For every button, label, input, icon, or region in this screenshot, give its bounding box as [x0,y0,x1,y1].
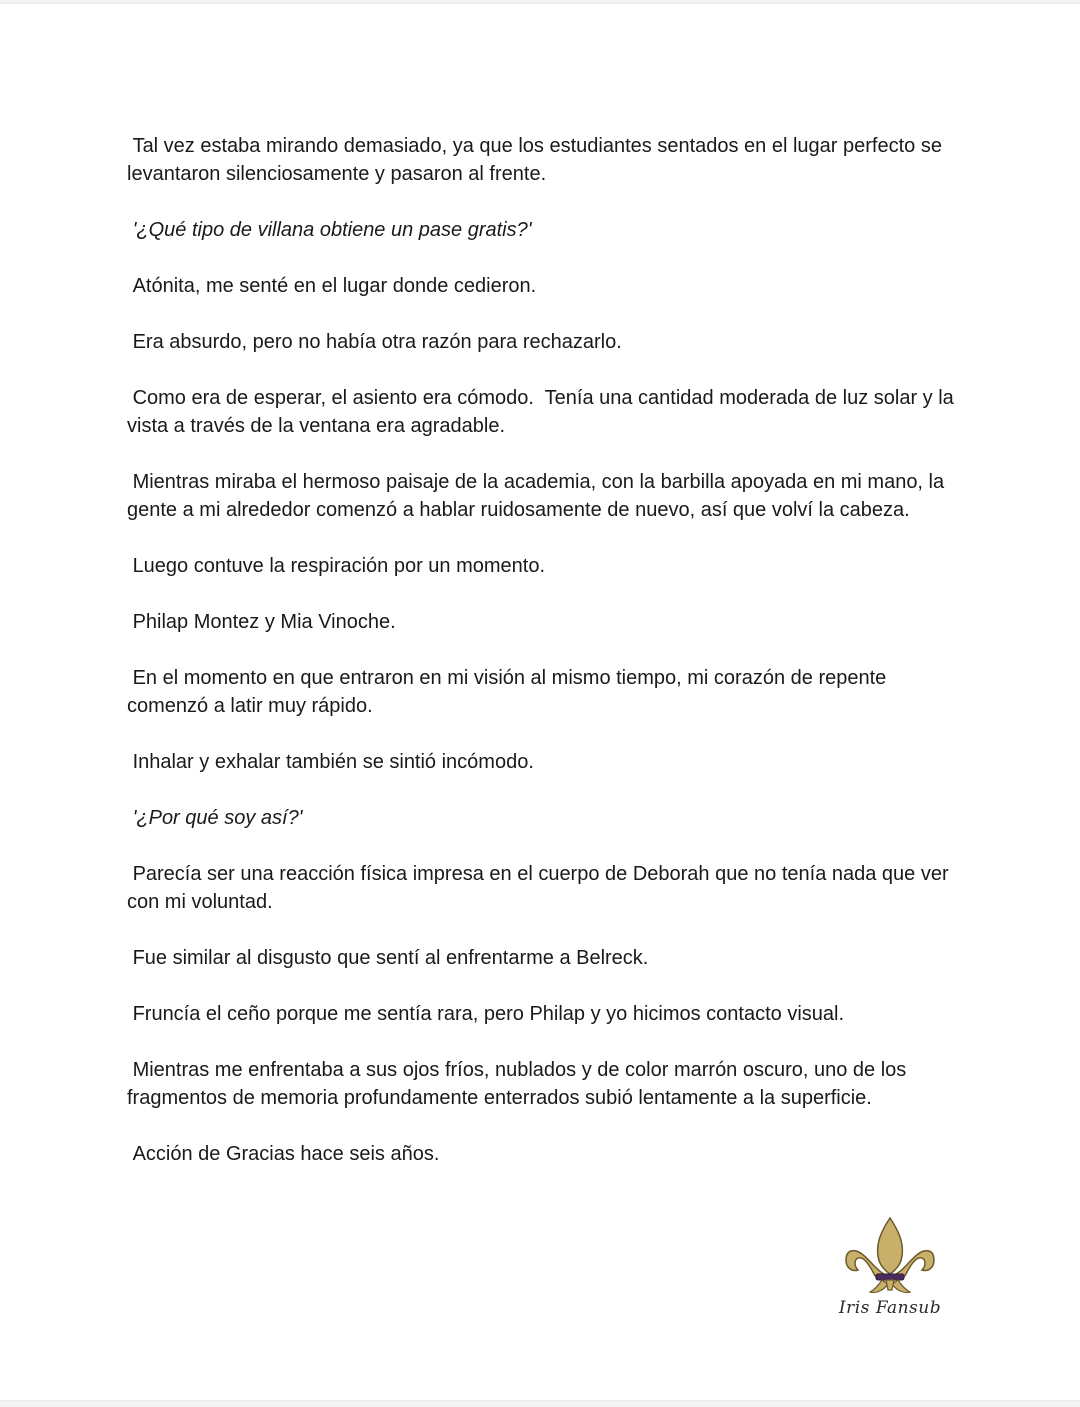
paragraph: Luego contuve la respiración por un momento. [127,555,546,577]
thought-paragraph: '¿Qué tipo de villana obtiene un pase gratis?' [127,219,532,241]
fleur-de-lis-icon [838,1214,942,1300]
paragraph: Era absurdo, pero no había otra razón para rechazarlo. [127,331,622,353]
thought-paragraph: '¿Por qué soy así?' [127,807,303,829]
paragraph: Tal vez estaba mirando demasiado, ya que los estudiantes sentados en el lugar perfecto se levantaron silenciosamente y pasaron al frente. [127,135,948,185]
paragraph: Fue similar al disgusto que sentí al enfrentarme a Belreck. [127,947,649,969]
watermark-caption: Iris Fansub [838,1298,942,1318]
paragraph: Inhalar y exhalar también se sintió incómodo. [127,751,534,773]
watermark-logo [838,1214,942,1324]
paragraph: Atónita, me senté en el lugar donde cedieron. [127,275,537,297]
document-page [0,4,1080,1400]
paragraph: Mientras miraba el hermoso paisaje de la academia, con la barbilla apoyada en mi mano, la gente a mi alrededor comenzó a hablar ruidosamente de nuevo, así que volví la cabeza. [127,471,950,521]
paragraph: Parecía ser una reacción física impresa en el cuerpo de Deborah que no tenía nada que ver con mi voluntad. [127,863,955,913]
paragraph: Acción de Gracias hace seis años. [127,1143,440,1165]
paragraph: En el momento en que entraron en mi visión al mismo tiempo, mi corazón de repente comenzó a latir muy rápido. [127,667,892,717]
paragraph: Fruncía el ceño porque me sentía rara, pero Philap y yo hicimos contacto visual. [127,1003,845,1025]
paragraph: Mientras me enfrentaba a sus ojos fríos, nublados y de color marrón oscuro, uno de los fragmentos de memoria profundamente enterrados subió lentamente a la superficie. [127,1059,912,1109]
document-body [127,132,960,1196]
paragraph: Como era de esperar, el asiento era cómodo. Tenía una cantidad moderada de luz solar y la vista a través de la ventana era agradable. [127,387,960,437]
paragraph: Philap Montez y Mia Vinoche. [127,611,396,633]
